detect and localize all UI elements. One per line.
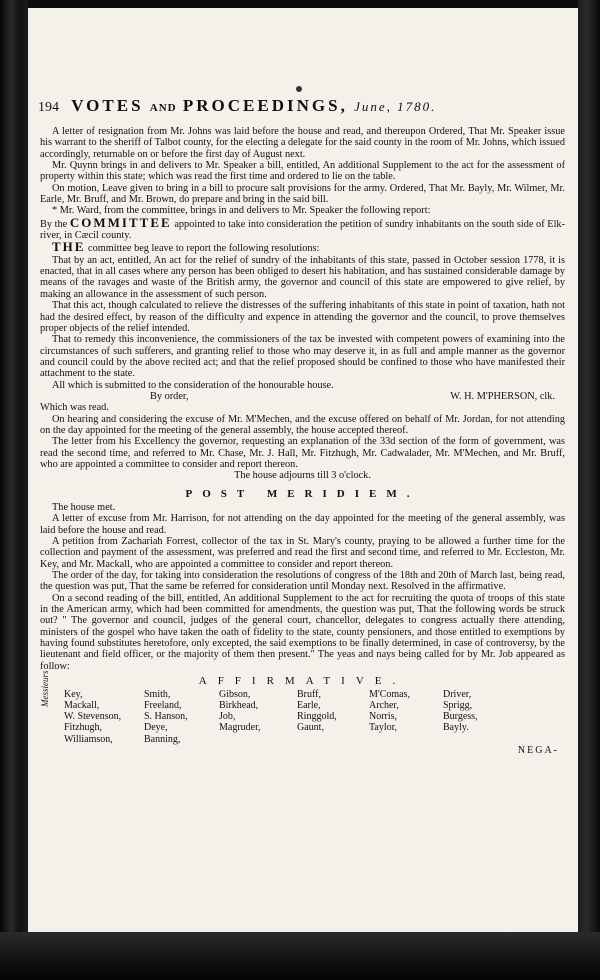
voter-name: Burgess, xyxy=(443,711,478,723)
document-page xyxy=(28,8,578,932)
voter-name: M'Comas, xyxy=(369,688,410,700)
voter-name: Magruder, xyxy=(219,722,261,734)
committee-rest: appointed to take into consideration the petition of sundry inhabitants on the south side of Elk-river, in Cæcil county. xyxy=(40,218,566,242)
paragraph: Which was read. xyxy=(40,402,109,414)
voter-name: Key, xyxy=(64,688,83,700)
paragraph: The house met. xyxy=(52,502,116,513)
scan-border-right xyxy=(578,0,600,980)
voter-name xyxy=(443,734,513,745)
paragraph: Mr. Quynn brings in and delivers to Mr. Speaker a bill, entitled, An additional Supplement to the act for the assessment of property within this state; which was read the first time and ordered to lie on the table. xyxy=(40,160,565,183)
committee-intro-rest: committee beg leave to report the following resolutions: xyxy=(88,243,320,255)
voter-name: Birkhead, xyxy=(219,699,259,711)
voter-name: Taylor, xyxy=(369,722,398,734)
voter-name: Gaunt, xyxy=(297,722,324,734)
ink-spot xyxy=(296,86,302,92)
by-order: By order, xyxy=(150,390,189,402)
scan-border-left xyxy=(0,0,28,980)
voter-name: S. Hanson, xyxy=(144,711,188,723)
voter-name: Fitzhugh, xyxy=(64,722,103,734)
paragraph: A letter of resignation from Mr. Johns was laid before the house and read, and thereupon Ordered, That Mr. Speaker issue his warrant to the sheriff of Talbot county, for the electing a delegate for the said county in the room of Mr. Johns, which issued accordingly, returnable on or before the first day of August next. xyxy=(40,126,565,160)
voter-name: Banning, xyxy=(144,733,181,745)
voter-name: Smith, xyxy=(144,688,171,700)
committee-intro-the: THE xyxy=(52,239,86,255)
voter-name xyxy=(219,734,297,745)
page-number: 194 xyxy=(38,100,59,115)
voter-name: Job, xyxy=(219,711,236,723)
header-date: June, 1780. xyxy=(354,99,437,114)
voter-name: Bruff, xyxy=(297,688,321,700)
messieurs-label: Messieurs xyxy=(40,670,50,707)
signature-line xyxy=(40,391,565,402)
committee-heading xyxy=(40,214,566,242)
header-title-and: AND xyxy=(149,102,177,114)
affirmative-heading: AFFIRMATIVE. xyxy=(198,675,407,688)
committee-word: COMMITTEE xyxy=(69,214,172,230)
document-body xyxy=(40,126,565,755)
header-title-proceedings: PROCEEDINGS, xyxy=(182,96,348,115)
voter-name: Ringgold, xyxy=(297,711,337,723)
paragraph: That to remedy this inconvenience, the commissioners of the tax be invested with competent powers of examining into the circumstances of such sufferers, and granting relief to those who may deserve it, in as full and ample manner as the governor and council could by the above recited act; and that the relief proposed should be confined to those who have manifested their attachment to the state. xyxy=(40,334,565,380)
paragraph: On motion, Leave given to bring in a bill to procure salt provisions for the army. Ordered, That Mr. Bayly, Mr. Wilmer, Mr. Earle, Mr. Bruff, and Mr. Brown, do prepare and bring in the said bill. xyxy=(40,182,565,206)
committee-by: By the xyxy=(40,218,68,230)
paragraph: A letter of excuse from Mr. Harrison, for not attending on the day appointed for the meeting of the general assembly, was laid before the house and read. xyxy=(40,513,565,536)
paragraph: On hearing and considering the excuse of Mr. M'Mechen, and the excuse offered on behalf of Mr. Jordan, for not attending on the day appointed for the meeting of the general assembly, the house accepted thereof. xyxy=(40,413,565,436)
header-title-votes: VOTES xyxy=(71,96,144,115)
voter-name: Deye, xyxy=(144,722,168,734)
voter-name: Archer, xyxy=(369,699,399,711)
voter-name: Freeland, xyxy=(144,699,182,711)
scan-border-bottom xyxy=(0,932,600,980)
voter-name: Bayly. xyxy=(443,722,469,734)
voter-name: Norris, xyxy=(369,711,398,723)
voter-name xyxy=(297,734,369,745)
catchword-row xyxy=(40,745,565,755)
voter-name: Earle, xyxy=(297,699,321,711)
scan-border-top xyxy=(0,0,600,8)
paragraph: A petition from Zachariah Forrest, collector of the tax in St. Mary's county, praying to be allowed a further time for the collection and payment of the assessment, was preferred and read the first and second time, and referred to Mr. Eccleston, Mr. Key, and Mr. Mackall, who are appointed a committee to consider and report thereon. xyxy=(40,536,565,570)
voter-name: Mackall, xyxy=(64,699,100,711)
clerk-signature: W. H. M'PHERSON, clk. xyxy=(450,390,555,402)
voter-name: Williamson, xyxy=(64,733,113,745)
voter-name: Driver, xyxy=(443,688,472,700)
post-meridiem-heading: POST MERIDIEM. xyxy=(185,487,420,500)
voter-name: W. Stevenson, xyxy=(64,711,122,723)
catchword-nega: NEGA- xyxy=(517,744,559,756)
paragraph: The order of the day, for taking into consideration the resolutions of congress of the 18th and 20th of March last, being read, the question was put, That the same be referred for consideration until Monday next. Resolved in the affirmative. xyxy=(40,570,565,593)
voter-name xyxy=(369,734,443,745)
paragraph: * Mr. Ward, from the committee, brings in and delivers to Mr. Speaker the following report: xyxy=(52,205,431,217)
adjourn-line: The house adjourns till 3 o'clock. xyxy=(234,470,371,482)
paragraph: The letter from his Excellency the governor, requesting an explanation of the 33d section of the form of government, was read the second time, and referred to Mr. Chase, Mr. J. Hall, Mr. Fitzhugh, Mr. Cadwalader, Mr. M'Mechen, and Mr. Bruff, who are appointed a committee to consider and report thereon. xyxy=(40,436,565,470)
voter-name: Gibson, xyxy=(219,688,251,700)
paragraph: That by an act, entitled, An act for the relief of sundry of the inhabitants of this state, passed in October session 1778, it is enacted, that in all cases where any person has been obliged to desert his habitation, and has sustained considerable damage by means of the ravages and waste of the British army, the governor and council of this state are empowered to give relief, by making an allowance in the assessment of such person. xyxy=(40,254,565,300)
paragraph: That this act, though calculated to relieve the distresses of the suffering inhabitants of this state in point of taxation, hath not had the desired effect, by reason of the difficulty and expence in attending the governor and the council, to prove themselves proper objects of the relief intended. xyxy=(40,300,565,334)
page-header xyxy=(38,96,568,122)
paragraph: All which is submitted to the consideration of the honourable house. xyxy=(52,379,334,391)
paragraph: On a second reading of the bill, entitled, An additional Supplement to the act for recruiting the quota of troops of this state in the American army, which had been committed for amendments, the question was put, That the following words be struck out? " The governor and council, judges of the general court, chancellor, delegates to congress actually there attending, ministers of the gospel who have taken the oath of fidelity to the state, county pensioners, and those entitled to exemptions by having found substitutes heretofore, only excepted, the said exemptions to be finally determined, in case of controversy, by the lieutenant and field officer, or the majority of them then present." The yeas and nays being called for by Mr. Job appeared as follow: xyxy=(40,592,565,672)
voter-name: Sprigg, xyxy=(443,699,473,711)
committee-intro xyxy=(40,241,565,254)
